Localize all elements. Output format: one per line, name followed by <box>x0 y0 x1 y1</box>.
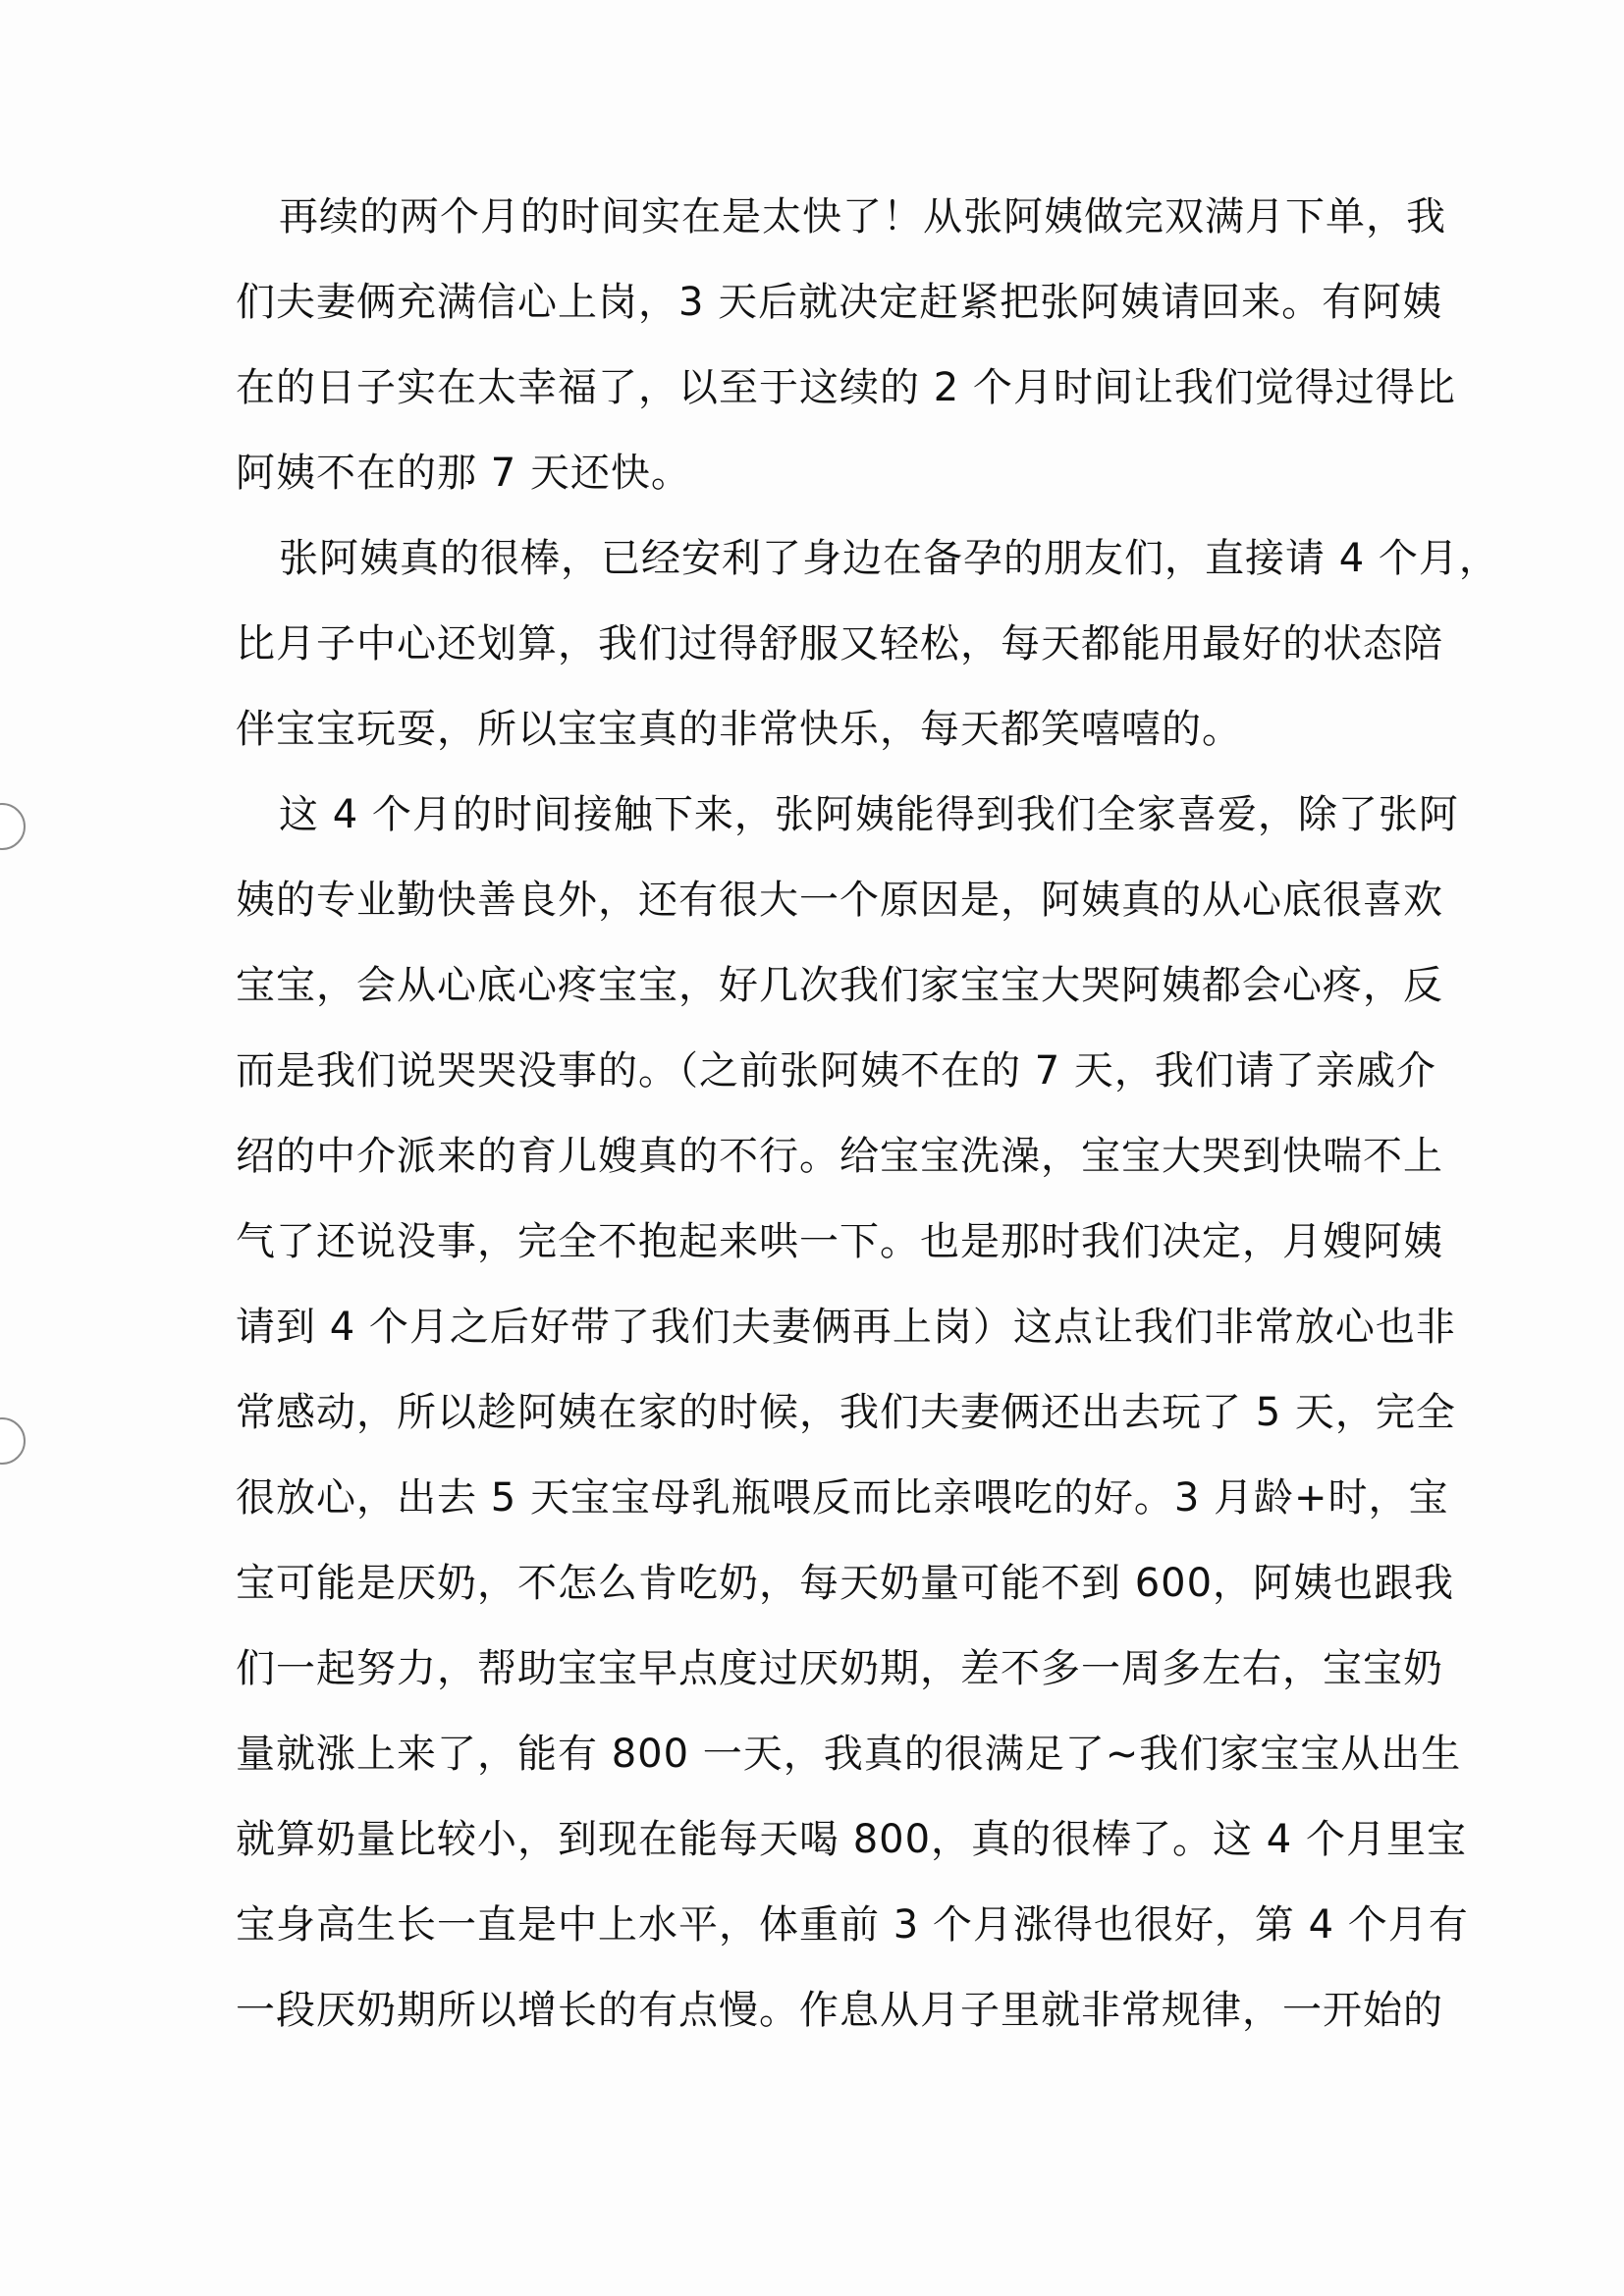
text-line: 们夫妻俩充满信心上岗，3 天后就决定赶紧把张阿姨请回来。有阿姨 <box>236 280 1443 325</box>
paragraph-3 <box>236 773 1469 2054</box>
text-line: 阿姨不在的那 7 天还快。 <box>236 451 691 496</box>
text-line: 气了还说没事，完全不抱起来哄一下。也是那时我们决定，月嫂阿姨 <box>236 1219 1443 1264</box>
text-line: 常感动，所以趁阿姨在家的时候，我们夫妻俩还出去玩了 5 天，完全 <box>236 1390 1456 1435</box>
text-line: 比月子中心还划算，我们过得舒服又轻松，每天都能用最好的状态陪 <box>236 621 1443 667</box>
text-line: 再续的两个月的时间实在是太快了！从张阿姨做完双满月下单，我 <box>279 194 1446 240</box>
text-line: 在的日子实在太幸福了，以至于这续的 2 个月时间让我们觉得过得比 <box>236 365 1456 410</box>
body-text <box>236 175 1499 2054</box>
text-line: 绍的中介派来的育儿嫂真的不行。给宝宝洗澡，宝宝大哭到快喘不上 <box>236 1134 1443 1179</box>
text-line: 请到 4 个月之后好带了我们夫妻俩再上岗）这点让我们非常放心也非 <box>236 1305 1456 1350</box>
text-line: 姨的专业勤快善良外，还有很大一个原因是，阿姨真的从心底很喜欢 <box>236 878 1443 923</box>
text-line: 们一起努力，帮助宝宝早点度过厌奶期，差不多一周多左右，宝宝奶 <box>236 1646 1443 1691</box>
text-line: 宝可能是厌奶，不怎么肯吃奶，每天奶量可能不到 600，阿姨也跟我 <box>236 1561 1455 1606</box>
punch-hole-bottom <box>0 1417 26 1465</box>
text-line: 张阿姨真的很棒，已经安利了身边在备孕的朋友们，直接请 4 个月， <box>279 536 1499 581</box>
text-line: 就算奶量比较小，到现在能每天喝 800，真的很棒了。这 4 个月里宝 <box>236 1817 1467 1862</box>
text-line: 宝身高生长一直是中上水平，体重前 3 个月涨得也很好，第 4 个月有 <box>236 1902 1469 1948</box>
text-line: 量就涨上来了，能有 800 一天，我真的很满足了~我们家宝宝从出生 <box>236 1732 1462 1777</box>
paragraph-1 <box>236 175 1456 516</box>
paragraph-2 <box>236 516 1499 773</box>
text-line: 这 4 个月的时间接触下来，张阿姨能得到我们全家喜爱，除了张阿 <box>279 792 1459 837</box>
text-line: 而是我们说哭哭没事的。（之前张阿姨不在的 7 天，我们请了亲戚介 <box>236 1048 1436 1094</box>
punch-hole-top <box>0 803 26 850</box>
text-line: 一段厌奶期所以增长的有点慢。作息从月子里就非常规律，一开始的 <box>236 1988 1443 2033</box>
text-line: 宝宝，会从心底心疼宝宝，好几次我们家宝宝大哭阿姨都会心疼，反 <box>236 963 1443 1008</box>
text-line: 伴宝宝玩耍，所以宝宝真的非常快乐，每天都笑嘻嘻的。 <box>236 707 1242 752</box>
text-line: 很放心，出去 5 天宝宝母乳瓶喂反而比亲喂吃的好。3 月龄+时，宝 <box>236 1475 1449 1521</box>
